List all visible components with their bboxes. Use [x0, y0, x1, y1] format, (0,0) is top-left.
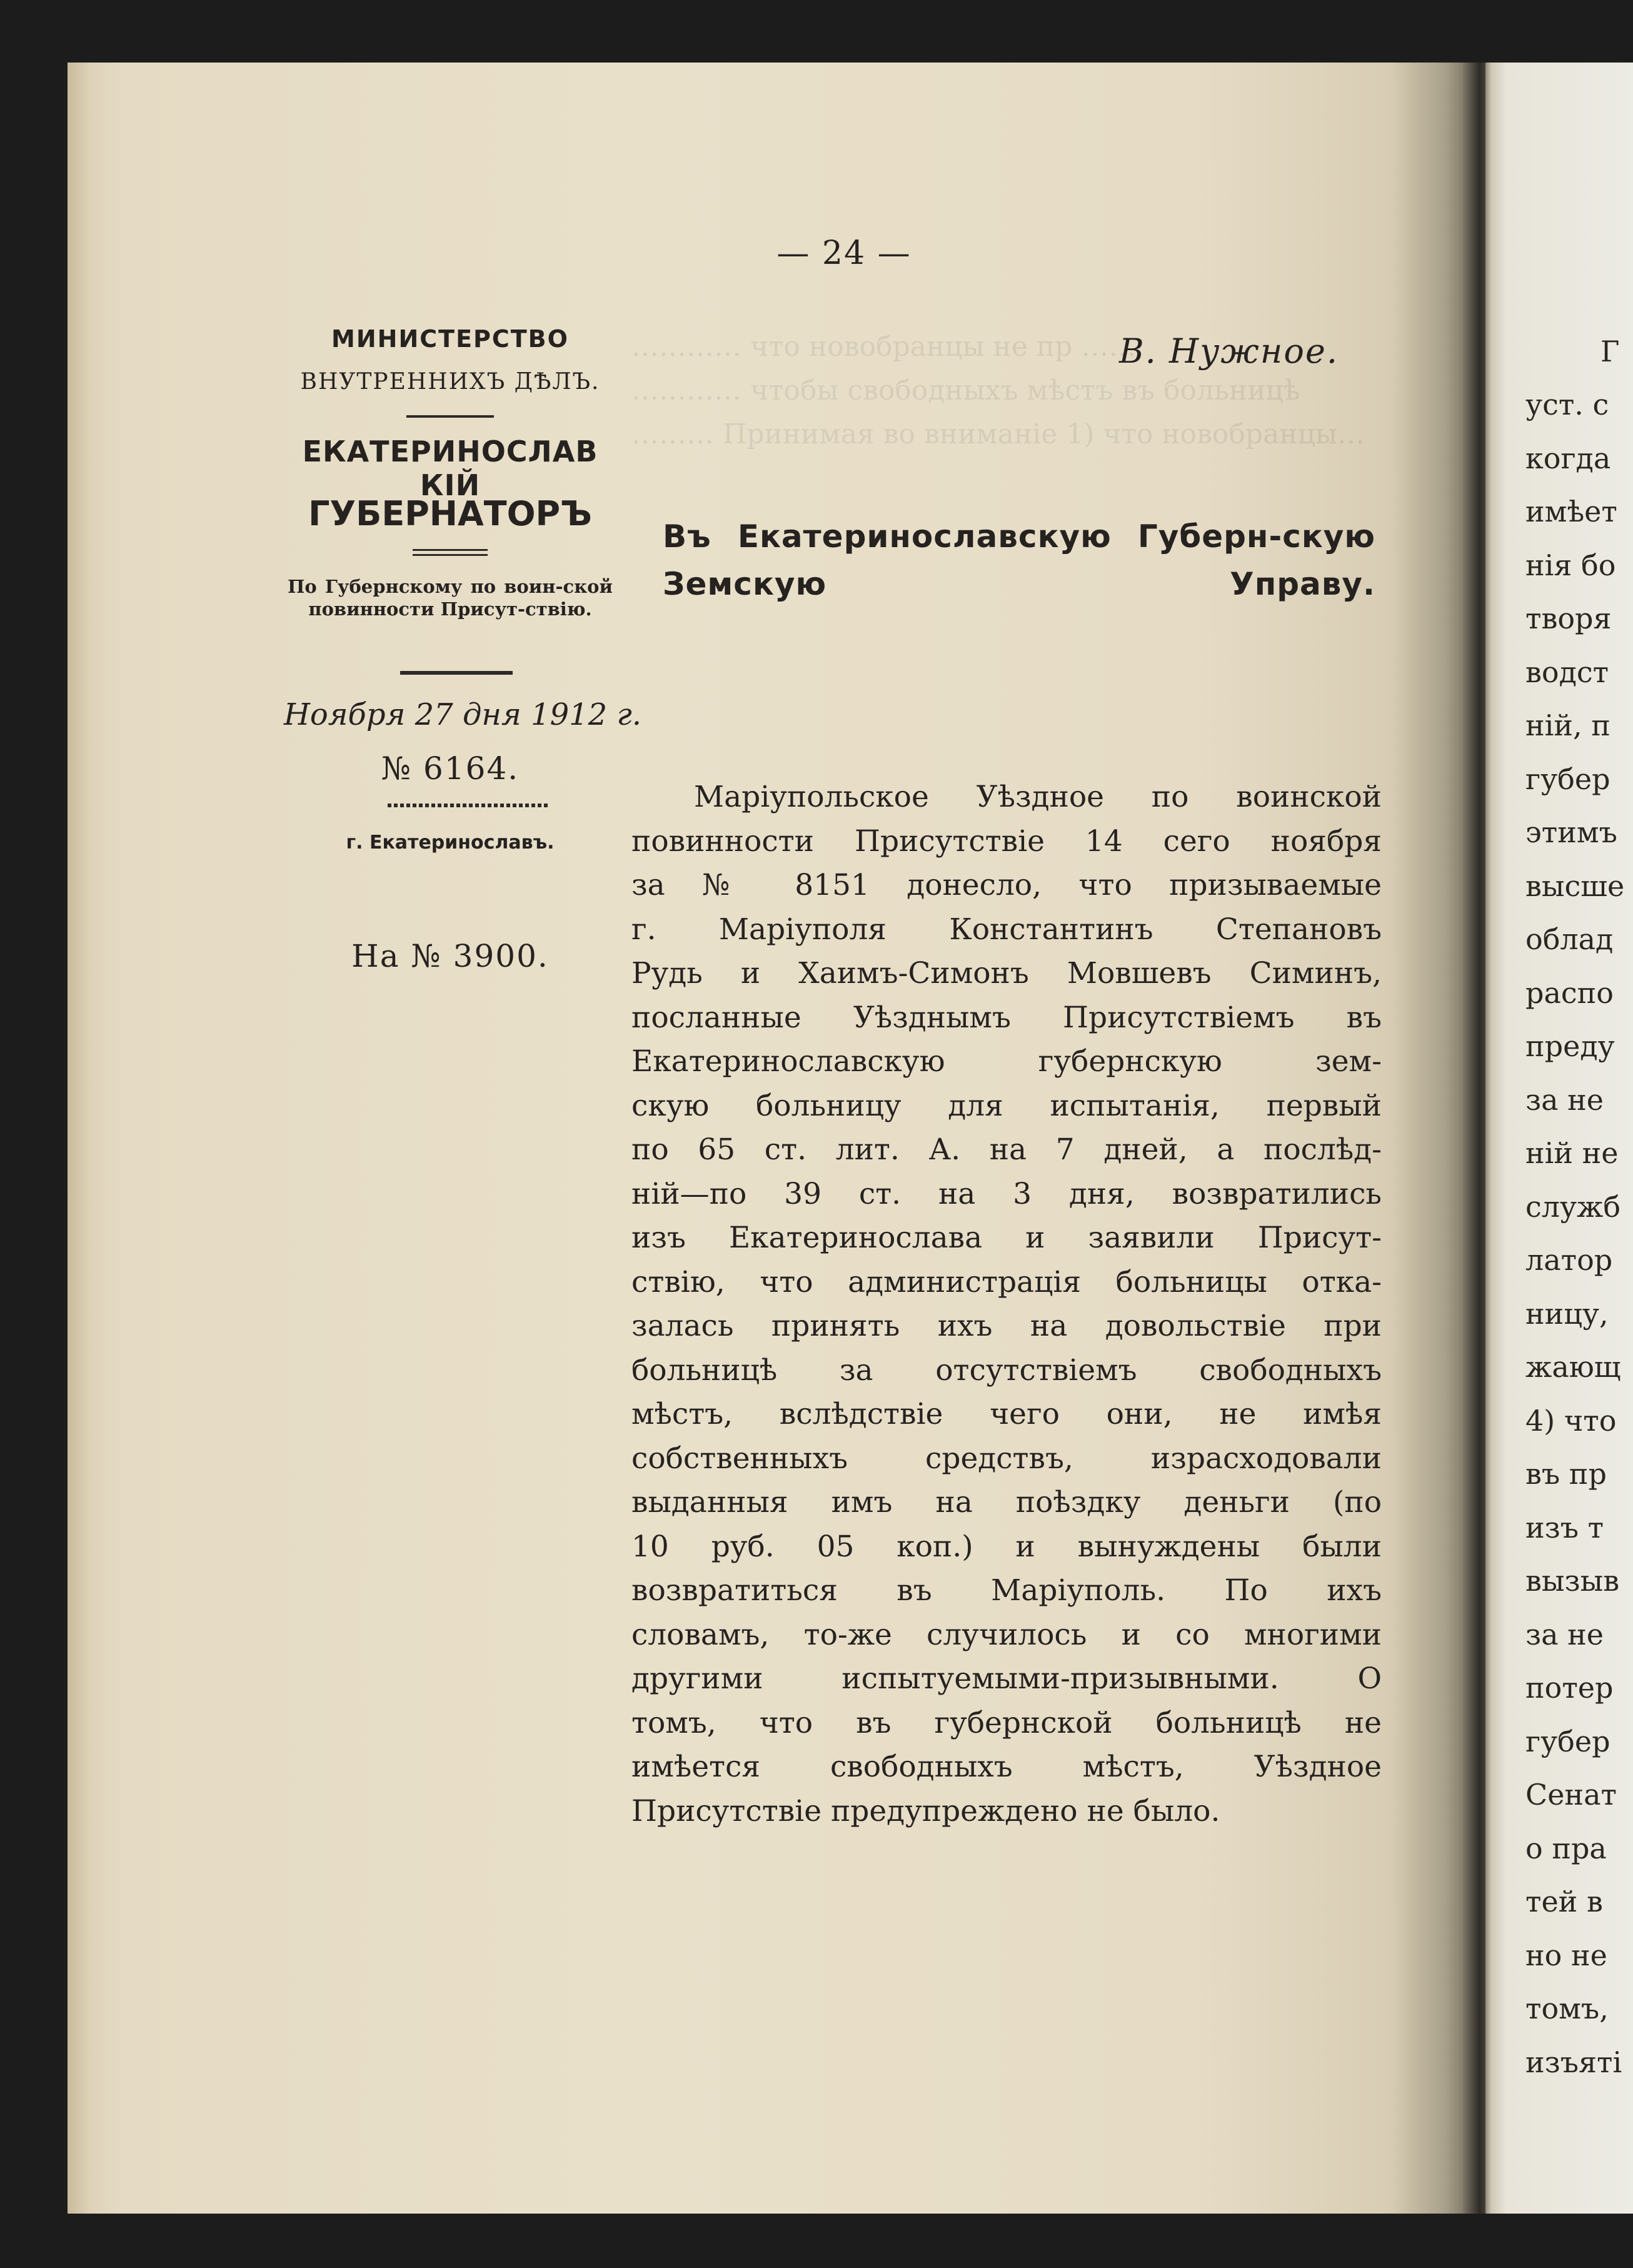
right-page-line: этимъ: [1525, 815, 1617, 849]
body-line: по 65 ст. лит. А. на 7 дней, а послѣд-: [631, 1132, 1382, 1167]
right-page-line: но не: [1525, 1938, 1607, 1972]
right-page-line: облад: [1525, 922, 1614, 956]
body-line: г. Маріуполя Константинъ Степановъ: [631, 912, 1382, 947]
right-page-line: служб: [1525, 1189, 1621, 1224]
right-page-line: высше: [1525, 869, 1625, 903]
bleed-through-text: ………… что новобранцы не пр …… ………… чтобы свободныхъ мѣстъ въ больницѣ ……… Принимая во вниманіе 1) что новобранцы…: [631, 331, 1365, 450]
wavy-underline: [388, 804, 550, 807]
body-line: томъ, что въ губернской больницѣ не: [631, 1705, 1382, 1740]
right-page-line: распо: [1525, 975, 1614, 1010]
right-page-line: изъ т: [1525, 1510, 1604, 1545]
right-page-line: губер: [1525, 1724, 1610, 1758]
signature: В. Нужное.: [1119, 331, 1339, 371]
letter-body: [631, 775, 1382, 1833]
right-page-line: потер: [1525, 1671, 1614, 1705]
letter-number: № 6164.: [381, 750, 520, 787]
body-line: мѣстъ, вслѣдствіе чего они, не имѣя: [631, 1397, 1382, 1431]
right-page-line: 4) что: [1525, 1403, 1617, 1438]
right-page-line: творя: [1525, 602, 1612, 635]
right-page-line: когда: [1525, 441, 1611, 475]
right-page-line: преду: [1525, 1029, 1615, 1063]
body-line: возвратиться въ Маріуполь. По ихъ: [631, 1573, 1382, 1608]
right-page-line: жающ: [1525, 1350, 1621, 1384]
ministry-heading: МИНИСТЕРСТВО: [331, 325, 569, 353]
body-line: скую больницу для испытанія, первый: [631, 1088, 1382, 1123]
body-line: ній—по 39 ст. на 3 дня, возвратились: [631, 1176, 1382, 1211]
body-line: за № 8151 донесло, что призываемые: [631, 868, 1382, 902]
right-page-line: Г: [1600, 335, 1620, 368]
body-line: выданныя имъ на поѣздку деньги (по: [631, 1485, 1382, 1520]
body-line: залась принять ихъ на довольствіе при: [631, 1309, 1382, 1343]
right-page-line: Сенат: [1525, 1778, 1617, 1812]
right-page-line: уст. с: [1525, 388, 1609, 421]
right-page-line: водст: [1525, 655, 1609, 689]
body-line: больницѣ за отсутствіемъ свободныхъ: [631, 1353, 1382, 1388]
body-line: Маріупольское Уѣздное по воинской: [694, 780, 1382, 814]
body-line: словамъ, то-же случилось и со многими: [631, 1617, 1382, 1652]
body-line: ствію, что администрація больницы отка-: [631, 1264, 1382, 1299]
ministry-subheading: ВНУТРЕННИХЪ ДѢЛЪ.: [300, 369, 600, 395]
body-line: Присутствіе предупреждено не было.: [631, 1793, 1220, 1828]
divider-double-rule: [413, 549, 488, 551]
right-page-line: томъ,: [1525, 1992, 1609, 2025]
right-page-line: губер: [1525, 762, 1610, 796]
body-line: изъ Екатеринослава и заявили Присут-: [631, 1221, 1382, 1255]
right-page-line: имѣет: [1525, 495, 1617, 528]
right-page-line: ницу,: [1525, 1296, 1609, 1331]
office-designation: По Губернскому по воин-ской повинности Присут-ствію.: [288, 576, 613, 620]
right-page-line: о пра: [1525, 1831, 1607, 1865]
letter-city: г. Екатеринославъ.: [346, 832, 555, 854]
right-page-line: латор: [1525, 1243, 1613, 1277]
body-line: посланные Уѣзднымъ Присутствіемъ въ: [631, 1000, 1382, 1035]
right-page-line: за не: [1525, 1082, 1604, 1117]
body-line: собственныхъ средствъ, израсходовали: [631, 1441, 1382, 1476]
divider-rule: [406, 415, 494, 418]
right-page-line: вызыв: [1525, 1564, 1620, 1598]
governor-heading-line1: ЕКАТЕРИНОСЛАВ КІЙ: [302, 435, 598, 502]
right-page-line: ній, п: [1525, 708, 1610, 742]
right-page-line: тей в: [1525, 1885, 1603, 1918]
letter-date: Ноября 27 дня 1912 г.: [284, 697, 641, 732]
addressee: Въ Екатеринославскую Губерн-скую Земскую Управу.: [663, 518, 1375, 602]
body-line: Екатеринославскую губернскую зем-: [631, 1044, 1382, 1079]
body-line: имѣется свободныхъ мѣстъ, Уѣздное: [631, 1750, 1382, 1784]
right-page-line: нія бо: [1525, 548, 1616, 582]
divider-double-rule-2: [413, 554, 488, 556]
divider-rule-thick: [400, 671, 513, 675]
right-page-line: изъяті: [1525, 2045, 1622, 2079]
right-page-line: ній не: [1525, 1136, 1619, 1170]
body-line: повинности Присутствіе 14 сего ноября: [631, 824, 1382, 859]
body-line: 10 руб. 05 коп.) и вынуждены были: [631, 1529, 1382, 1564]
governor-heading-line2: ГУБЕРНАТОРЪ: [308, 494, 592, 533]
page-number: — 24 —: [776, 234, 912, 272]
body-line: Рудь и Хаимъ-Симонъ Мовшевъ Симинъ,: [631, 956, 1382, 990]
body-line: другими испытуемыми-призывными. О: [631, 1661, 1382, 1696]
reference-number: На № 3900.: [351, 938, 549, 974]
right-page-line: въ пр: [1525, 1457, 1607, 1491]
right-page-line: за не: [1525, 1617, 1604, 1651]
